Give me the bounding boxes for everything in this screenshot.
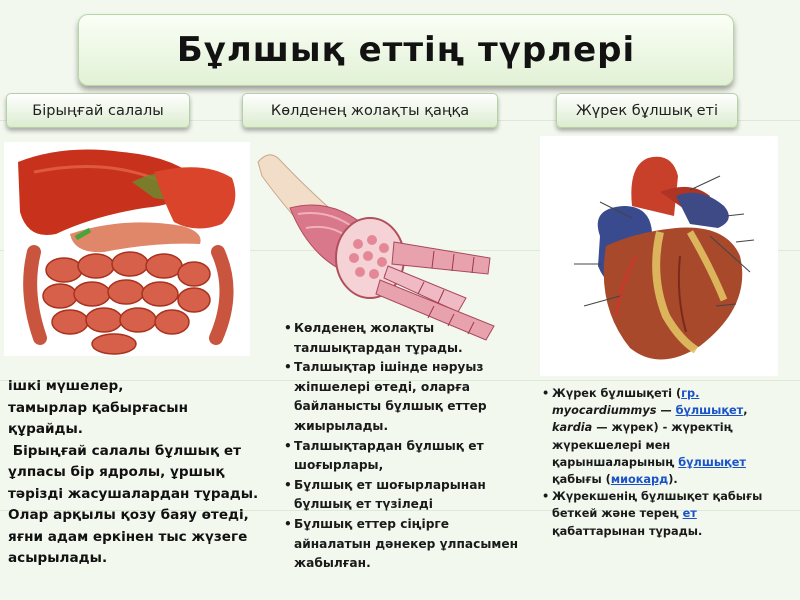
- bullet-text: Жүрекшенің бұлшықет қабығы беткей және терең: [552, 490, 763, 521]
- smooth-text-line: құрайды.: [8, 421, 83, 437]
- bullet-text: — жүрек) - жүректің жүрекшелері мен қарыншаларының: [552, 421, 733, 469]
- smooth-text-line: ішкі мүшелер,: [8, 378, 124, 394]
- category-smooth-label: Бірыңғай салалы: [32, 102, 164, 119]
- skeletal-muscle-illustration: [254, 148, 516, 348]
- bullet-item: • Бұлшық еттер сіңірге айналатын дәнекер ұлпасымен жабылған.: [290, 515, 526, 574]
- bullet-item: [548, 385, 770, 488]
- page-title: Бұлшық еттің түрлері: [176, 30, 636, 70]
- category-skeletal-muscle: [242, 93, 498, 128]
- category-smooth-muscle: [6, 93, 190, 128]
- bullet-text: ).: [668, 473, 678, 487]
- category-cardiac-muscle: [556, 93, 738, 128]
- bullet-text: ,: [743, 404, 748, 418]
- latin-term: myocardiummys: [552, 404, 657, 418]
- bullet-text: —: [656, 404, 676, 418]
- smooth-text-line: Бірыңғай салалы бұлшық ет: [8, 442, 242, 459]
- link-myocardium[interactable]: миокард: [610, 473, 669, 487]
- smooth-text-line: тамырлар қабырғасын: [8, 399, 188, 416]
- bullet-text: Жүрек бұлшықеті (: [552, 387, 682, 400]
- bullet-item: • Бұлшық ет шоғырларынан бұлшық ет түзіледі: [290, 476, 526, 515]
- link-muscle-tissue[interactable]: ет: [682, 507, 697, 521]
- smooth-text-line: Олар арқылы қозу баяу өтеді,: [8, 507, 249, 523]
- smooth-text-line: ұлпасы бір ядролы, ұршық: [8, 464, 225, 480]
- bullet-item: • Көлденең жолақты талшықтардан тұрады.: [290, 319, 526, 358]
- category-cardiac-label: Жүрек бұлшық еті: [576, 102, 718, 119]
- bullet-item: [548, 488, 770, 540]
- bullet-text: қабығы (: [552, 473, 611, 487]
- bullet-item: • Талшықтар ішінде нәруыз жіпшелері өтеді, оларға байланысты бұлшық еттер жиырылады.: [290, 358, 526, 436]
- cardiac-muscle-bullets: [548, 385, 770, 540]
- link-muscle[interactable]: бұлшықет: [675, 404, 744, 418]
- heart-image: [540, 136, 778, 376]
- skeletal-muscle-bullets: [290, 319, 526, 574]
- digestive-organs-image: [4, 142, 250, 356]
- greek-term: kardia: [552, 421, 593, 435]
- smooth-text-line: яғни адам еркінен тыс жүзеге: [8, 528, 248, 545]
- skeletal-muscle-image: [254, 148, 516, 348]
- link-greek[interactable]: гр.: [681, 387, 700, 400]
- category-skeletal-label: Көлденең жолақты қаңқа: [270, 102, 470, 119]
- smooth-muscle-description: [8, 376, 284, 570]
- bullet-text: қабаттарынан тұрады.: [552, 524, 703, 538]
- title-banner: [78, 14, 734, 86]
- link-muscle[interactable]: бұлшықет: [678, 455, 746, 469]
- bullet-item: • Талшықтардан бұлшық ет шоғырлары,: [290, 437, 526, 476]
- smooth-text-line: асырылады.: [8, 550, 108, 566]
- smooth-text-line: тәрізді жасушалардан тұрады.: [8, 485, 259, 502]
- digestive-organs-illustration: [4, 142, 250, 356]
- heart-illustration: [540, 136, 778, 376]
